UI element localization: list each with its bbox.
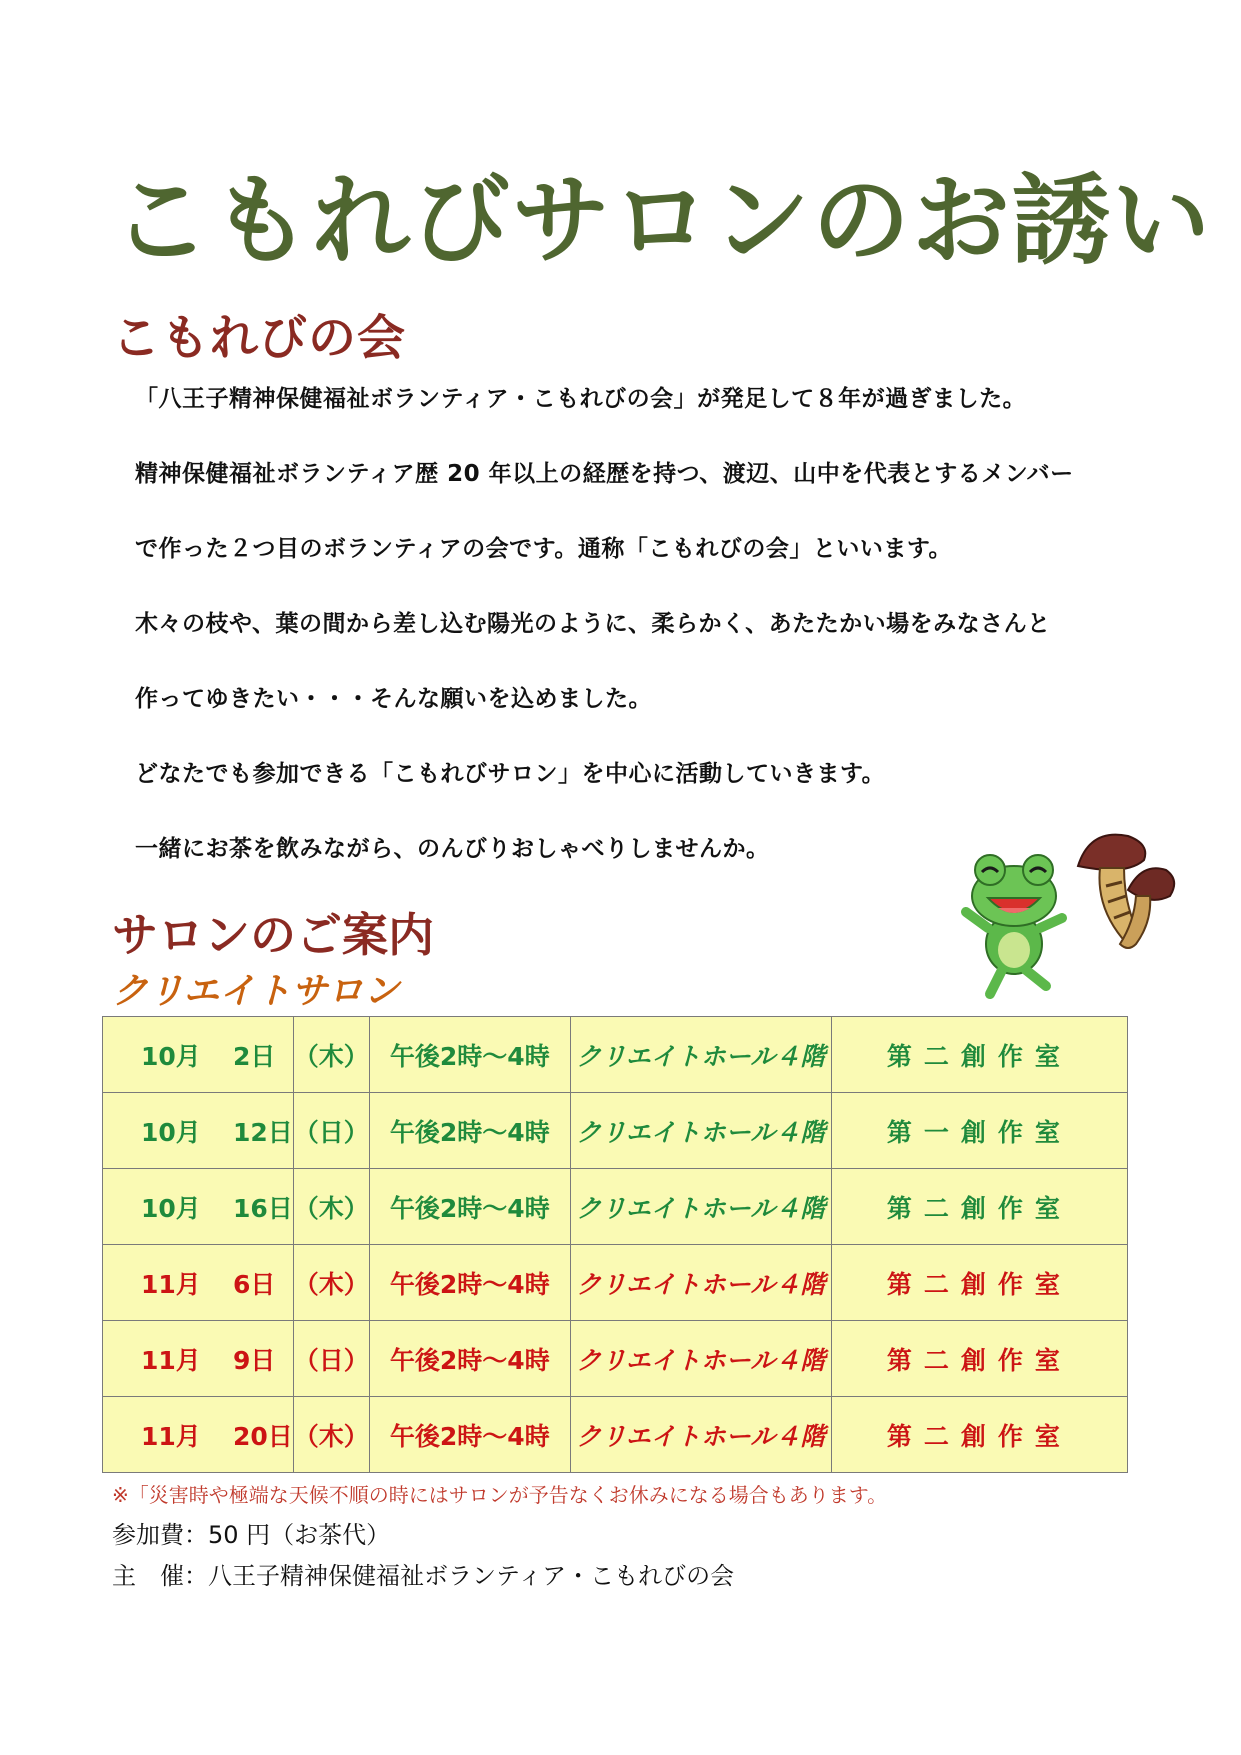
- place: クリエイトホール４階: [570, 1321, 831, 1397]
- day: 2日: [233, 1041, 276, 1071]
- room: 第二創作室: [831, 1321, 1127, 1397]
- fee-label: 参加費：: [112, 1521, 208, 1549]
- salon-heading: サロンのご案内: [112, 908, 434, 962]
- day: 6日: [233, 1269, 276, 1299]
- date-cell: [103, 1017, 294, 1093]
- time: 午後2時～4時: [369, 1397, 570, 1473]
- intro-line: どなたでも参加できる「こもれびサロン」を中心に活動していきます。: [135, 761, 886, 787]
- intro-line: 木々の枝や、葉の間から差し込む陽光のように、柔らかく、あたたかい場をみなさんと: [135, 611, 1051, 637]
- date-cell: [103, 1245, 294, 1321]
- time: 午後2時～4時: [369, 1321, 570, 1397]
- time: 午後2時～4時: [369, 1245, 570, 1321]
- schedule-row: [103, 1017, 1128, 1093]
- room: 第二創作室: [831, 1017, 1127, 1093]
- month: 10月: [141, 1117, 201, 1147]
- date-cell: [103, 1397, 294, 1473]
- schedule-row: [103, 1169, 1128, 1245]
- time: 午後2時～4時: [369, 1017, 570, 1093]
- intro-line: 「八王子精神保健福祉ボランティア・こもれびの会」が発足して８年が過ぎました。: [135, 386, 1027, 412]
- place: クリエイトホール４階: [570, 1093, 831, 1169]
- day: 12日: [233, 1117, 293, 1147]
- place: クリエイトホール４階: [570, 1017, 831, 1093]
- place: クリエイトホール４階: [570, 1245, 831, 1321]
- fee-line: [112, 1515, 390, 1550]
- date-cell: [103, 1321, 294, 1397]
- place: クリエイトホール４階: [570, 1169, 831, 1245]
- month: 10月: [141, 1041, 201, 1071]
- frog-illustration-icon: [958, 846, 1070, 1002]
- organizer-line: [112, 1556, 734, 1591]
- room: 第二創作室: [831, 1397, 1127, 1473]
- cancellation-notice: ※「災害時や極端な天候不順の時にはサロンが予告なくお休みになる場合もあります。: [112, 1483, 888, 1507]
- time: 午後2時～4時: [369, 1169, 570, 1245]
- weekday: （日）: [293, 1093, 369, 1169]
- time: 午後2時～4時: [369, 1093, 570, 1169]
- place: クリエイトホール４階: [570, 1397, 831, 1473]
- date-cell: [103, 1169, 294, 1245]
- month: 11月: [141, 1269, 201, 1299]
- schedule-row: [103, 1093, 1128, 1169]
- group-heading: こもれびの会: [112, 310, 407, 366]
- schedule-row: [103, 1397, 1128, 1473]
- month: 11月: [141, 1345, 201, 1375]
- page-title: こもれびサロンのお誘い: [112, 164, 1213, 278]
- room: 第二創作室: [831, 1245, 1127, 1321]
- day: 9日: [233, 1345, 276, 1375]
- weekday: （木）: [293, 1397, 369, 1473]
- weekday: （木）: [293, 1245, 369, 1321]
- date-cell: [103, 1093, 294, 1169]
- weekday: （木）: [293, 1169, 369, 1245]
- day: 16日: [233, 1193, 293, 1223]
- schedule-row: [103, 1321, 1128, 1397]
- weekday: （日）: [293, 1321, 369, 1397]
- venue-heading: クリエイトサロン: [112, 971, 400, 1012]
- schedule-table: [102, 1016, 1128, 1473]
- organizer-value: 八王子精神保健福祉ボランティア・こもれびの会: [208, 1562, 735, 1590]
- intro-line: 一緒にお茶を飲みながら、のんびりおしゃべりしませんか。: [135, 836, 770, 862]
- month: 11月: [141, 1421, 201, 1451]
- schedule-row: [103, 1245, 1128, 1321]
- intro-line: 精神保健福祉ボランティア歴 20 年以上の経歴を持つ、渡辺、山中を代表とするメンバー: [135, 461, 1074, 487]
- weekday: （木）: [293, 1017, 369, 1093]
- room: 第一創作室: [831, 1093, 1127, 1169]
- intro-line: で作った２つ目のボランティアの会です。通称「こもれびの会」といいます。: [135, 536, 952, 562]
- fee-value: 50 円（お茶代）: [208, 1521, 391, 1549]
- organizer-label: 主 催：: [112, 1562, 208, 1590]
- intro-text: [135, 384, 1155, 909]
- mushroom-illustration-icon: [1070, 826, 1178, 956]
- month: 10月: [141, 1193, 201, 1223]
- day: 20日: [233, 1421, 293, 1451]
- room: 第二創作室: [831, 1169, 1127, 1245]
- intro-line: 作ってゆきたい・・・そんな願いを込めました。: [135, 686, 652, 712]
